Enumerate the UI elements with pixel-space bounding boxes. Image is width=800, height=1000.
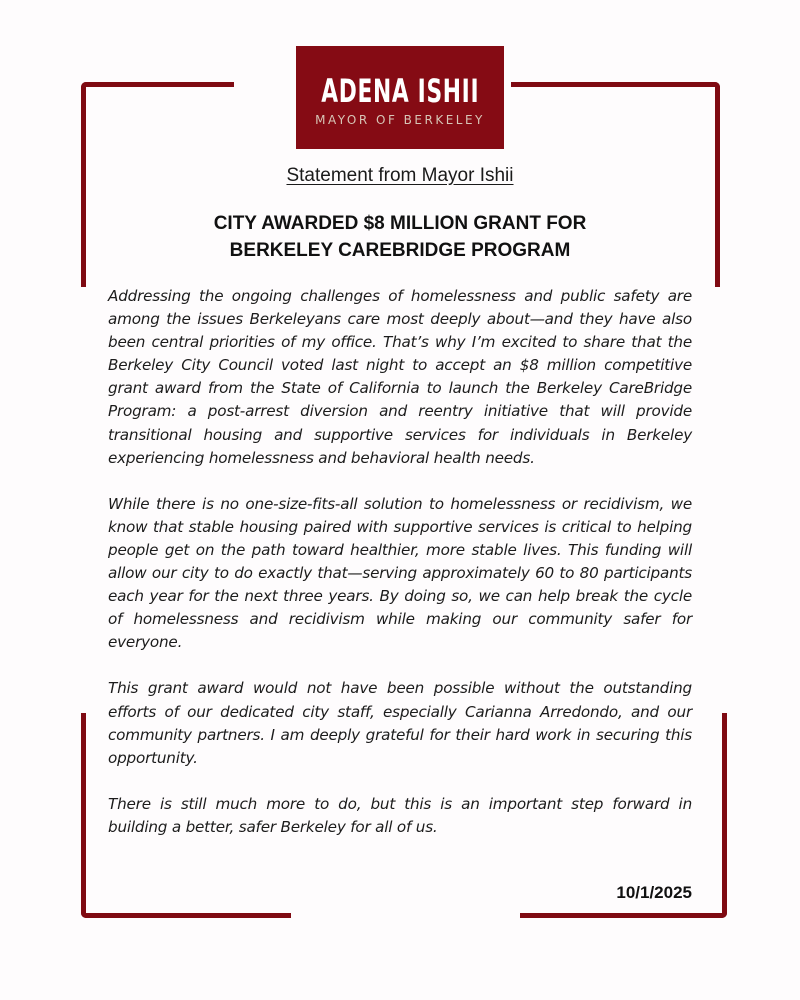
paragraph-1: Addressing the ongoing challenges of homelessness and public safety are among the issues Berkeleyans care most deeply about—and they have also been central priorities of my office. That’s why I’m excited to share that the Berkeley City Council voted last night to accept an $8 million competitive grant award from the State of California to launch the Berkeley CareBridge Program: a post-arrest diversion and reentry initiative that will provide transitional housing and supportive services for individuals in Berkeley experiencing homelessness and behavioral health needs. [108, 287, 692, 467]
headline-line-2: BERKELEY CAREBRIDGE PROGRAM [229, 240, 571, 261]
statement-label [0, 165, 800, 187]
paragraph-2: While there is no one-size-fits-all solution to homelessness or recidivism, we know that stable housing paired with supportive services is critical to helping people get on the path toward healthier, more stable lives. This funding will allow our city to do exactly that—serving approximately 60 to 80 participants each year for the next three years. By doing so, we can help break the cycle of homelessness and recidivism while making our community safer for everyone. [108, 494, 692, 652]
logo-subtitle: MAYOR OF BERKELEY [315, 112, 485, 127]
headline-line-1: CITY AWARDED $8 MILLION GRANT FOR [213, 213, 587, 234]
statement-date: 10/1/2025 [616, 883, 692, 902]
paragraph-4: There is still much more to do, but this is an important step forward in building a better, safer Berkeley for all of us. [108, 794, 692, 836]
paragraph-3: This grant award would not have been possible without the outstanding efforts of our dedicated city staff, especially Carianna Arredondo, and our community partners. I am deeply grateful for their hard work in securing this opportunity. [108, 679, 692, 767]
mayor-logo [296, 46, 504, 149]
headline [0, 210, 800, 264]
logo-name: ADENA ISHII [320, 71, 480, 110]
statement-body [108, 285, 692, 862]
statement-label-text: Statement from Mayor Ishii [286, 165, 514, 186]
